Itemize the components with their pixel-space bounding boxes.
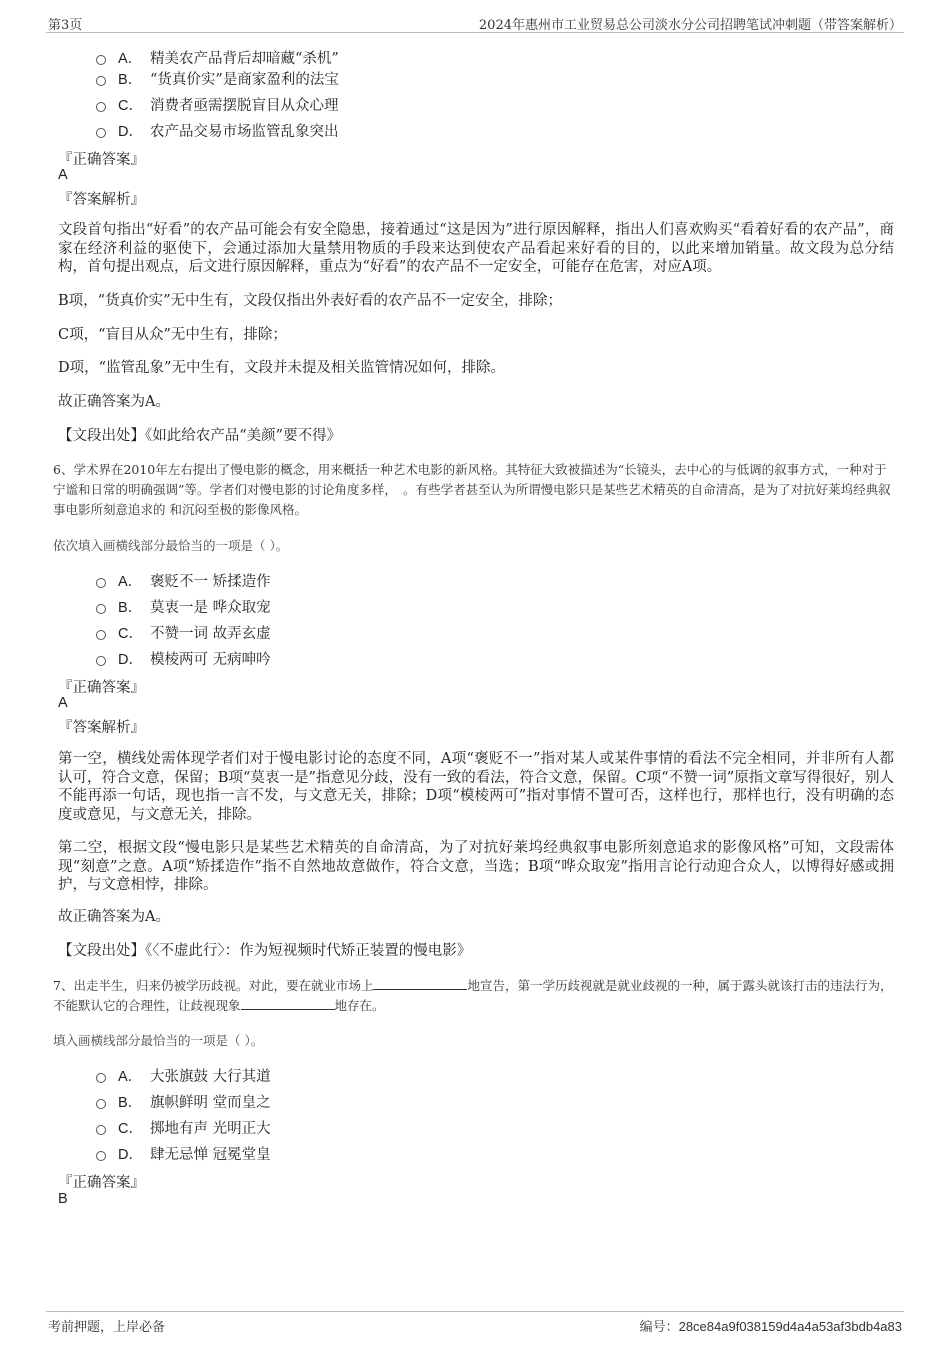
q5-analysis-paragraph: D项，“监管乱象”无中生有，文段并未提及相关监管情况如何，排除。 — [58, 360, 505, 376]
radio-icon[interactable] — [96, 1151, 106, 1161]
page-footer — [46, 1311, 904, 1334]
radio-icon[interactable] — [96, 102, 106, 112]
q6-option-d[interactable]: D． 模棱两可 无病呻吟 — [96, 648, 271, 668]
q6-prompt: 依次填入画横线部分最恰当的一项是（ ）。 — [53, 538, 289, 553]
document-code: 编号：28ce84a9f038159d4a4a53af3bdb4a83 — [639, 1319, 902, 1334]
q5-analysis-paragraph: B项，“货真价实”无中生有，文段仅指出外表好看的农产品不一定安全，排除； — [58, 293, 562, 309]
page-header — [46, 12, 904, 33]
q6-source: 【文段出处】《〈不虚此行〉：作为短视频时代矫正装置的慢电影》 — [58, 943, 472, 959]
radio-icon[interactable] — [96, 128, 106, 138]
q5-answer-label: 『正确答案』 — [58, 152, 145, 168]
q5-analysis-paragraph: 文段首句指出“好看”的农产品可能会有安全隐患，接着通过“这是因为”进行原因解释，指出人们喜欢购买“看着好看的农产品”，商家在经济利益的驱使下，会通过添加大量禁用物质的手段来达到使农产品看起来好看的目的，以此来增加销量。故文段为总分结构，首句提出观点，后文进行原因解释，重点为“好看”的农产品不一定安全，可能存在危害，对应A项。 — [58, 222, 894, 275]
q6-answer-label: 『正确答案』 — [58, 680, 145, 696]
q5-source: 【文段出处】《如此给农产品“美颜”要不得》 — [58, 428, 342, 444]
q5-option-a[interactable]: A． 精美农产品背后却暗藏“杀机” — [96, 47, 339, 67]
q7-option-b[interactable]: B． 旗帜鲜明 堂而皇之 — [96, 1091, 271, 1111]
q6-answer: A — [58, 695, 68, 711]
footer-note: 考前押题，上岸必备 — [48, 1320, 166, 1335]
page-number: 第3页 — [48, 18, 83, 33]
radio-icon[interactable] — [96, 604, 106, 614]
q6-analysis-conclusion: 故正确答案为A。 — [58, 909, 170, 925]
q7-prompt: 填入画横线部分最恰当的一项是（ ）。 — [53, 1033, 264, 1048]
q7-option-a[interactable]: A． 大张旗鼓 大行其道 — [96, 1065, 271, 1085]
q5-option-d[interactable]: D． 农产品交易市场监管乱象突出 — [96, 120, 339, 140]
q7-option-d[interactable]: D． 肆无忌惮 冠冕堂皇 — [96, 1143, 271, 1163]
q5-analysis-conclusion: 故正确答案为A。 — [58, 394, 170, 410]
radio-icon[interactable] — [96, 55, 106, 65]
q6-option-c[interactable]: C． 不赞一词 故弄玄虚 — [96, 622, 271, 642]
radio-icon[interactable] — [96, 578, 106, 588]
q6-analysis-label: 『答案解析』 — [58, 720, 145, 736]
q6-question-text: 6、学术界在2010年左右提出了慢电影的概念，用来概括一种艺术电影的新风格。其特征大致被描述为“长镜头，去中心的与低调的叙事方式，一种对于宁谧和日常的明确强调”等。学者们对慢电影的讨论角度多样， 。有些学者甚至认为所谓慢电影只是某些艺术精英的自命清高，是为了对抗好莱坞经典叙事电影所刻意追求的 和沉闷至极的影像风格。 — [53, 462, 891, 517]
q5-answer: A — [58, 167, 68, 183]
q5-option-c[interactable]: C． 消费者亟需摆脱盲目从众心理 — [96, 94, 339, 114]
fill-blank — [373, 977, 467, 990]
q5-analysis-paragraph: C项，“盲目从众”无中生有，排除； — [58, 327, 287, 343]
q6-option-b[interactable]: B． 莫衷一是 哗众取宠 — [96, 596, 271, 616]
radio-icon[interactable] — [96, 1125, 106, 1135]
document-title: 2024年惠州市工业贸易总公司淡水分公司招聘笔试冲刺题（带答案解析） — [478, 18, 902, 33]
q6-analysis-paragraph: 第一空，横线处需体现学者们对于慢电影讨论的态度不同，A项“褒贬不一”指对某人或某件事情的看法不完全相同，并非所有人都认可，符合文意，保留；B项“莫衷一是”指意见分歧，没有一致的看法，符合文意，保留。C项“不赞一词”原指文章写得很好，别人不能再添一句话，现也指一言不发，与文意无关，排除；D项“模棱两可”指对事情不置可否，这样也行，那样也行，没有明确的态度或意见，与文意无关，排除。 — [58, 751, 894, 823]
radio-icon[interactable] — [96, 76, 106, 86]
radio-icon[interactable] — [96, 1073, 106, 1083]
fill-blank — [241, 997, 335, 1010]
q7-question-text: 7、出走半生，归来仍被学历歧视。对此，要在就业市场上 地宣告，第一学历歧视就是就业歧视的一种，属于露头就该打击的违法行为，不能默认它的合理性，让歧视现象 地存在。 — [53, 978, 893, 1013]
q7-answer: B — [58, 1191, 68, 1207]
q6-option-a[interactable]: A． 褒贬不一 矫揉造作 — [96, 570, 271, 590]
q6-analysis-paragraph: 第二空，根据文段“慢电影只是某些艺术精英的自命清高，为了对抗好莱坞经典叙事电影所刻意追求的影像风格”可知，文段需体现“刻意”之意。A项“矫揉造作”指不自然地故意做作，符合文意，当选；B项“哗众取宠”指用言论行动迎合众人，以博得好感或拥护，与文意相悖，排除。 — [58, 840, 894, 893]
radio-icon[interactable] — [96, 656, 106, 666]
radio-icon[interactable] — [96, 1099, 106, 1109]
q7-option-c[interactable]: C． 掷地有声 光明正大 — [96, 1117, 271, 1137]
radio-icon[interactable] — [96, 630, 106, 640]
q7-answer-label: 『正确答案』 — [58, 1175, 145, 1191]
q5-analysis-label: 『答案解析』 — [58, 192, 145, 208]
q5-option-b[interactable]: B． “货真价实”是商家盈利的法宝 — [96, 68, 339, 88]
